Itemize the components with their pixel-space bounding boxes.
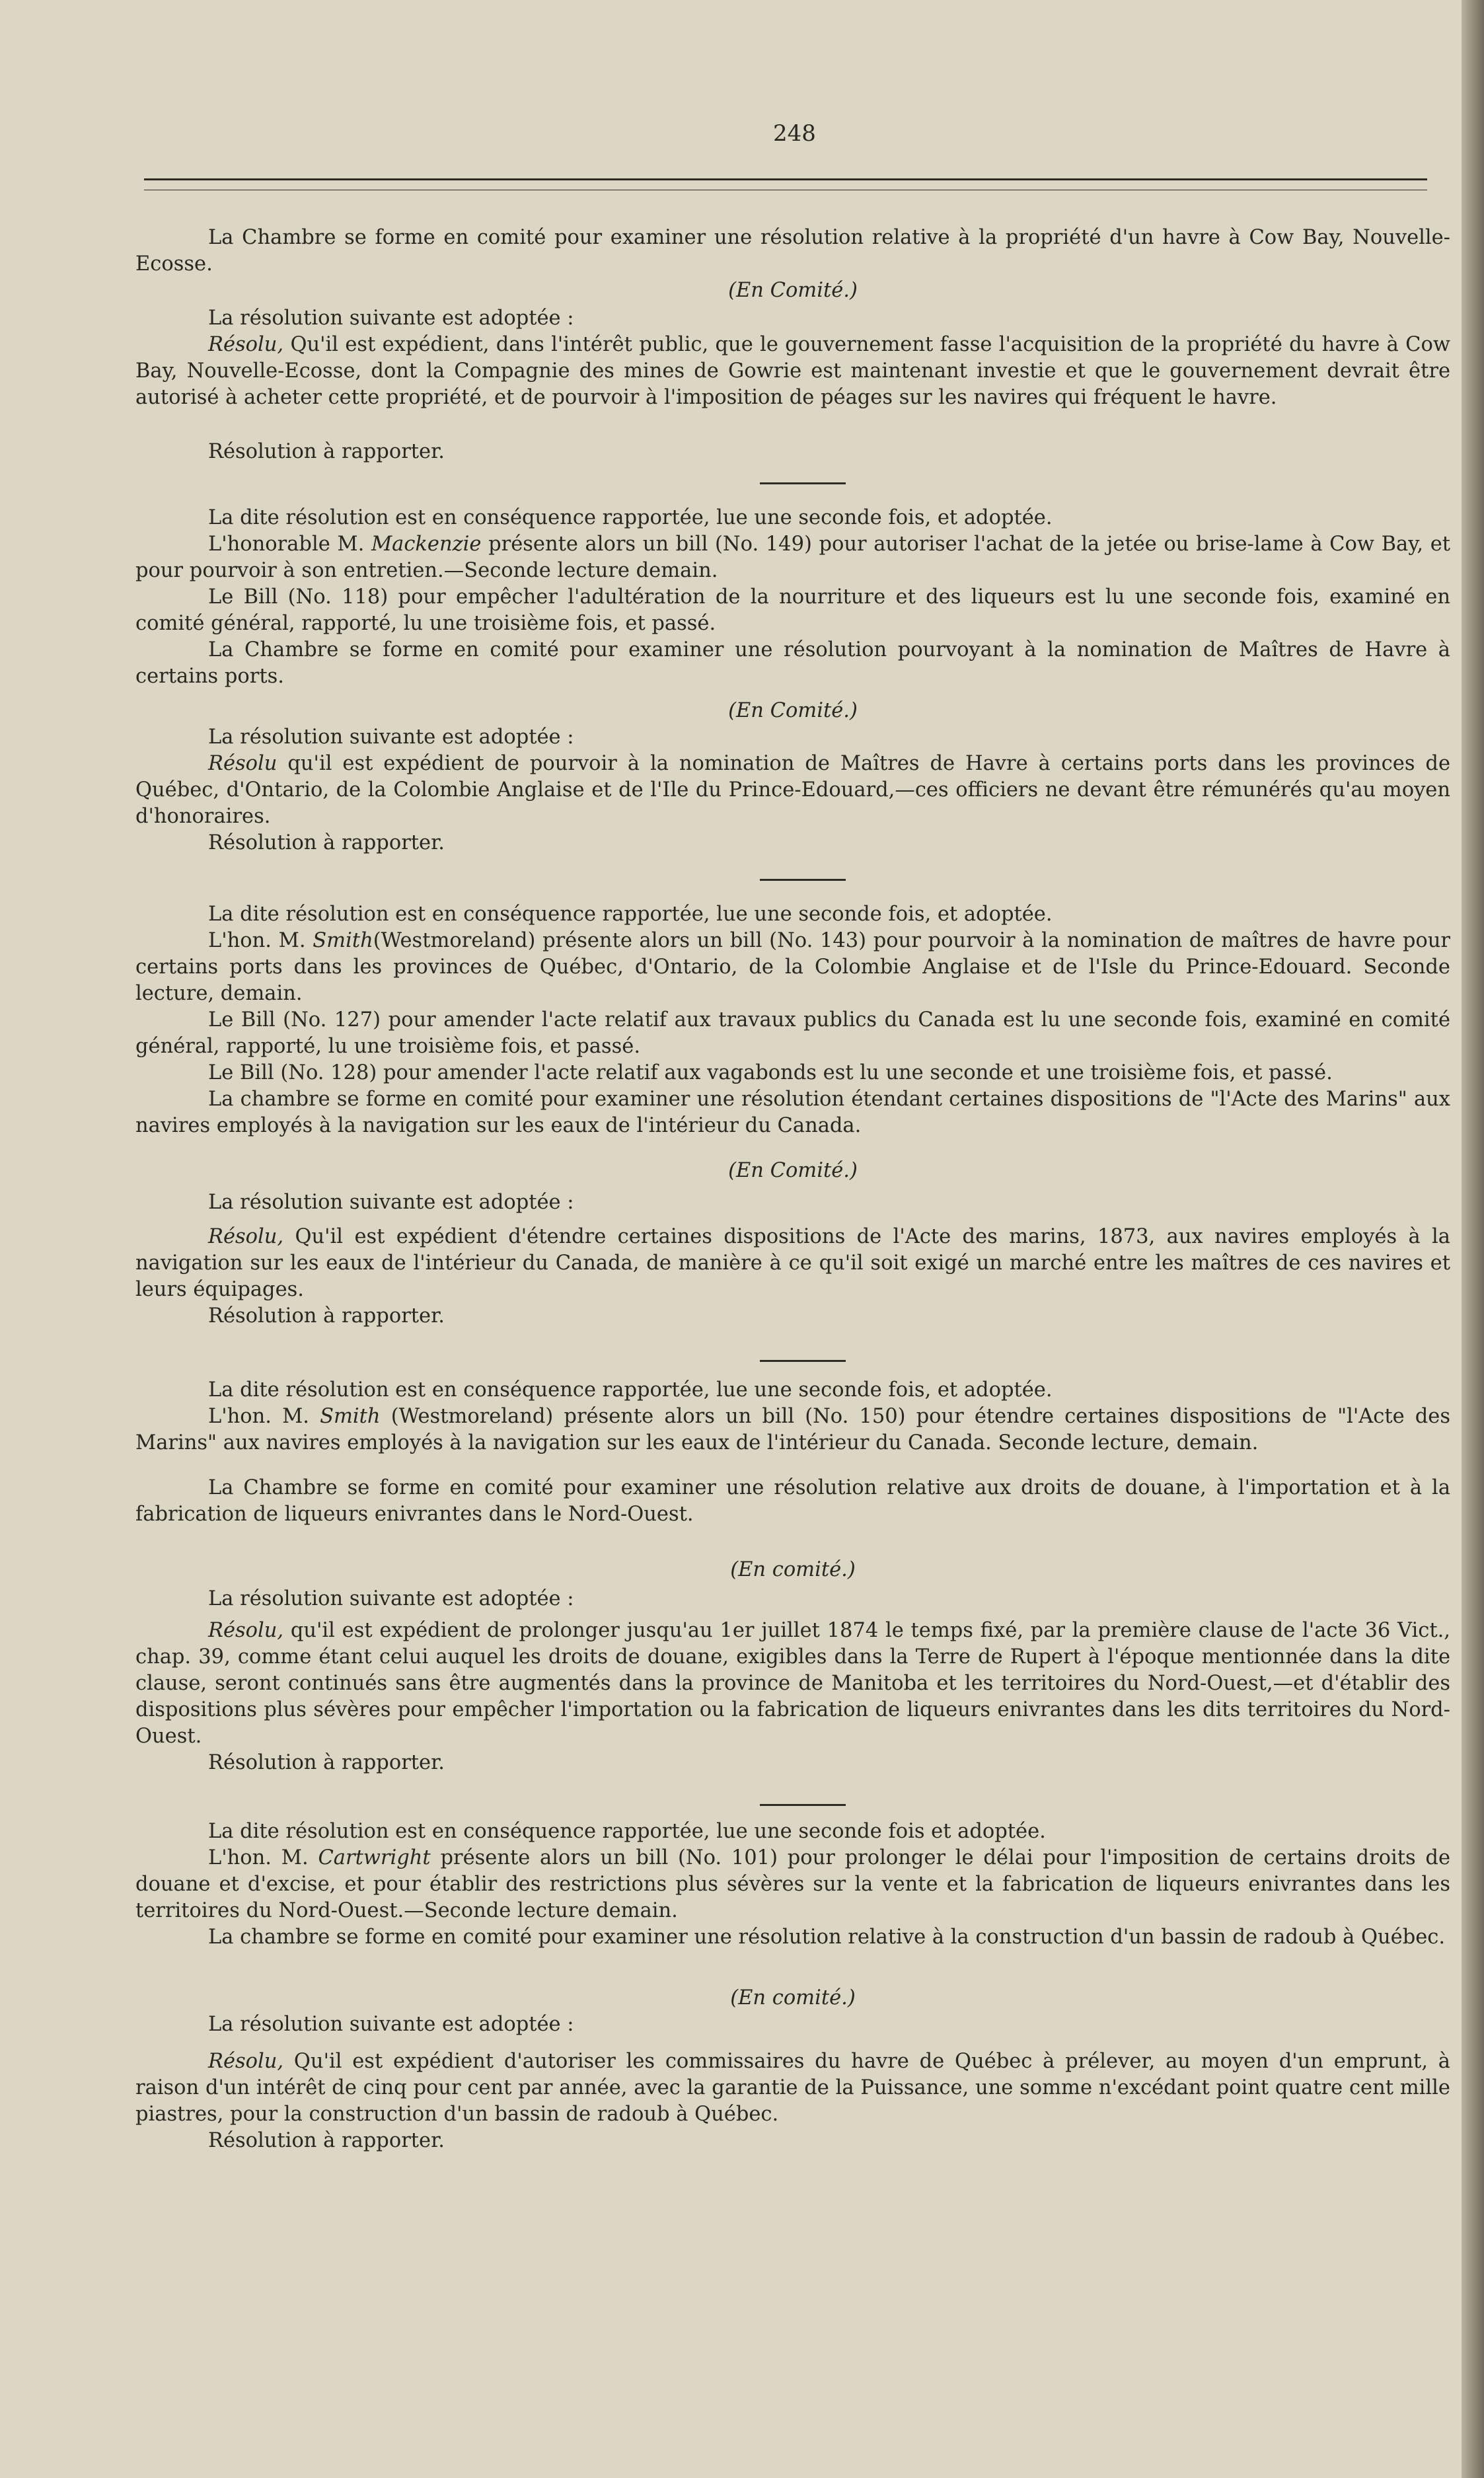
paragraph-text: qu'il est expédient de pourvoir à la nomination de Maîtres de Havre à certains ports dans les provinces de Québec, d'Ontario, de la Colombie Anglaise et de l'Ile du Prince-Edouard,—ces officiers ne devant être rémunérés qu'au moyen d'honoraires. [135,752,1450,828]
paragraph-text: (En Comité.) [728,699,858,722]
paragraph [135,225,1450,278]
paragraph-text: Résolution à rapporter. [208,2129,445,2152]
paragraph [135,332,1450,411]
paragraph-text: Résolution à rapporter. [208,1751,445,1774]
paragraph [135,2128,1450,2154]
paragraph-text: La résolution suivante est adoptée : [208,1191,574,1214]
italic-lead: Résolu, [208,2050,284,2073]
paragraph-lead-text: L'hon. M. [208,1846,318,1869]
paragraph [135,928,1450,1007]
paragraph [135,584,1450,637]
paragraph [135,531,1450,584]
paragraph-text: présente alors un bill (No. 149) pour autoriser l'achat de la jetée ou brise-lame à Cow Bay, et pour pourvoir à son entretien.—Seconde lecture demain. [135,533,1451,582]
paragraph [135,2011,1450,2038]
paragraph-text: La résolution suivante est adoptée : [208,726,574,749]
paragraph [135,2048,1450,2128]
paragraph [135,305,1450,332]
paragraph-text: La Chambre se forme en comité pour examiner une résolution relative aux droits de douane, à l'importation et à la fabrication de liqueurs enivrantes dans le Nord-Ouest. [135,1476,1450,1526]
paragraph-text: Le Bill (No. 128) pour amender l'acte relatif aux vagabonds est lu une seconde et une troisième fois, et passé. [208,1061,1333,1084]
paragraph-text: présente alors un bill (No. 101) pour prolonger le délai pour l'imposition de certains droits de douane et d'excise, et pour établir des restrictions plus sévères sur la vente et la fabrication de liqueurs enivrantes dans les territoires du Nord-Ouest.—Seconde lecture demain. [135,1846,1450,1922]
paragraph-text: La chambre se forme en comité pour examiner une résolution relative à la construction d'un bassin de radoub à Québec. [208,1926,1446,1949]
paragraph [135,1924,1450,1951]
committee-heading [135,1985,1450,2011]
paragraph [135,1007,1450,1060]
italic-lead: Cartwright [318,1846,431,1869]
paragraph-text: Qu'il est expédient, dans l'intérêt public, que le gouvernement fasse l'acquisition de la propriété du havre à Cow Bay, Nouvelle-Ecosse, dont la Compagnie des mines de Gowrie est maintenant investie et que le gouvernement devrait être autorisé à acheter cette propriété, et de pourvoir à l'imposition de péages sur les navires qui fréquent le havre. [135,333,1450,409]
paragraph-text: Qu'il est expédient d'étendre certaines dispositions de l'Acte des marins, 1873, aux navires employés à la navigation sur les eaux de l'intérieur du Canada, de manière à ce qu'il soit exigé un marché entre les maîtres de ces navires et leurs équipages. [135,1225,1450,1301]
paragraph-text: Résolution à rapporter. [208,440,445,463]
paragraph-text: (En comité.) [730,1558,856,1581]
paragraph [135,751,1450,830]
paragraph [135,1224,1450,1303]
paragraph [135,1189,1450,1216]
paragraph-text: Le Bill (No. 118) pour empêcher l'adultération de la nourriture et des liqueurs est lu une seconde fois, examiné en comité général, rapporté, lu une troisième fois, et passé. [135,585,1450,635]
committee-heading [135,278,1450,304]
committee-heading [135,698,1450,724]
italic-lead: Smith [313,929,373,952]
italic-lead: Smith [320,1405,381,1428]
paragraph-text: La dite résolution est en conséquence rapportée, lue une seconde fois, et adoptée. [208,506,1053,529]
paragraph [135,1060,1450,1086]
section-separator [760,482,846,484]
paragraph [135,1586,1450,1612]
paragraph [135,1618,1450,1750]
paragraph-text: La résolution suivante est adoptée : [208,2013,574,2036]
committee-heading [135,1158,1450,1184]
paragraph-lead-text: L'honorable M. [208,533,371,556]
section-separator [760,1804,846,1806]
paragraph-text: (Westmoreland) présente alors un bill (No. 143) pour pourvoir à la nomination de maîtres de havre pour certains ports dans les provinces de Québec, d'Ontario, de la Colombie Anglaise et de l'Isle du Prince-Edouard. Seconde lecture, demain. [135,929,1450,1005]
paragraph [135,1819,1450,1845]
italic-lead: Résolu, [208,1619,284,1642]
paragraph [135,637,1450,690]
paragraph [135,724,1450,751]
paragraph-text: (Westmoreland) présente alors un bill (No. 150) pour étendre certaines dispositions de "l'Acte des Marins" aux navires employés à la navigation sur les eaux de l'intérieur du Canada. Seconde lecture, demain. [135,1405,1450,1454]
page-number: 248 [773,120,816,147]
paragraph-lead-text: L'hon. M. [208,929,313,952]
italic-lead: Résolu [208,752,278,775]
paragraph-lead-text: L'hon. M. [208,1405,320,1428]
italic-lead: Résolu, [208,333,284,356]
paragraph [135,901,1450,928]
committee-heading [135,1557,1450,1583]
paragraph-text: La dite résolution est en conséquence rapportée, lue une seconde fois, et adoptée. [208,1378,1053,1402]
paragraph-text: La dite résolution est en conséquence rapportée, lue une seconde fois, et adoptée. [208,903,1053,926]
paragraph [135,1750,1450,1776]
paragraph-text: (En Comité.) [728,279,858,302]
section-separator [760,879,846,881]
paragraph [135,505,1450,531]
paragraph [135,1845,1450,1924]
paragraph-text: (En Comité.) [728,1159,858,1182]
paragraph-text: qu'il est expédient de prolonger jusqu'au 1er juillet 1874 le temps fixé, par la première clause de l'acte 36 Vict., chap. 39, comme étant celui auquel les droits de douane, exigibles dans la Terre de Rupert à l'époque mentionnée dans la dite clause, seront continués sans être augmentés dans la province de Manitoba et les territoires du Nord-Ouest,—et d'établir des dispositions plus sévères pour empêcher l'importation ou la fabrication de liqueurs enivrantes dans les dits territoires du Nord-Ouest. [135,1619,1450,1748]
paragraph-text: La résolution suivante est adoptée : [208,1587,574,1610]
paragraph [135,1404,1450,1456]
paragraph [135,1475,1450,1528]
paragraph-text: La résolution suivante est adoptée : [208,307,574,330]
paragraph-text: (En comité.) [730,1986,856,2009]
paragraph-text: La Chambre se forme en comité pour examiner une résolution pourvoyant à la nomination de Maîtres de Havre à certains ports. [135,638,1450,688]
paragraph-text: La Chambre se forme en comité pour examiner une résolution relative à la propriété d'un havre à Cow Bay, Nouvelle-Ecosse. [135,226,1450,276]
binding-edge [1462,0,1484,2478]
paragraph-text: Résolution à rapporter. [208,831,445,854]
paragraph-text: La dite résolution est en conséquence rapportée, lue une seconde fois et adoptée. [208,1820,1046,1843]
paragraph-text: La chambre se forme en comité pour examiner une résolution étendant certaines dispositions de "l'Acte des Marins" aux navires employés à la navigation sur les eaux de l'intérieur du Canada. [135,1088,1450,1137]
paragraph-text: Le Bill (No. 127) pour amender l'acte relatif aux travaux publics du Canada est lu une seconde fois, examiné en comité général, rapporté, lu une troisième fois, et passé. [135,1008,1450,1058]
italic-lead: Mackenzie [371,533,482,556]
paragraph [135,1086,1450,1139]
header-double-rule [144,178,1427,190]
paragraph [135,439,1450,465]
paragraph [135,1377,1450,1404]
paragraph [135,830,1450,856]
paragraph [135,1303,1450,1330]
paragraph-text: Qu'il est expédient d'autoriser les commissaires du havre de Québec à prélever, au moyen d'un emprunt, à raison d'un intérêt de cinq pour cent par année, avec la garantie de la Puissance, une somme n'excédant point quatre cent mille piastres, pour la construction d'un bassin de radoub à Québec. [135,2050,1450,2126]
paragraph-text: Résolution à rapporter. [208,1304,445,1328]
italic-lead: Résolu, [208,1225,284,1248]
section-separator [760,1360,846,1362]
